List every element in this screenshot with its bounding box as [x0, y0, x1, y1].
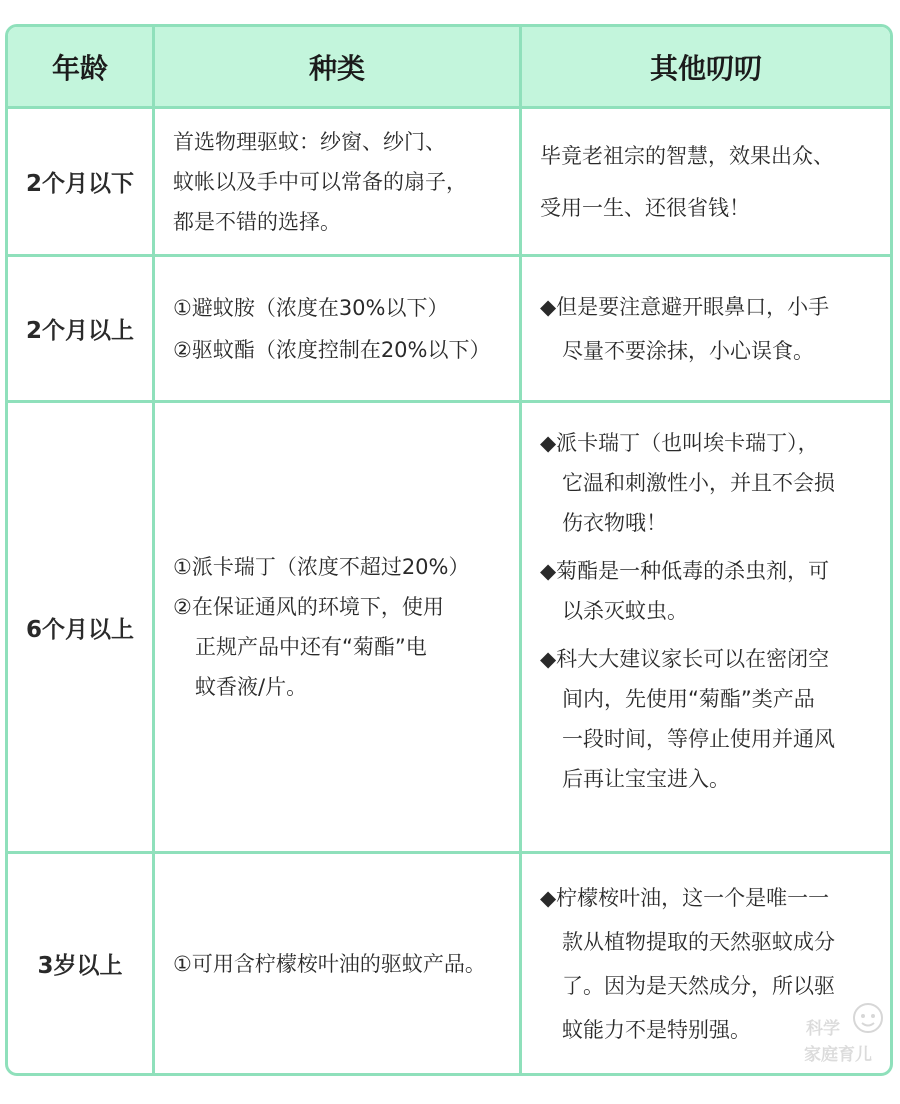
row-4-type [155, 854, 522, 1073]
row-4-note-line: 蚊能力不是特别强。 [562, 1018, 751, 1042]
spacer [540, 631, 876, 639]
row-3-note-line: 一段时间，等停止使用并通风 [562, 727, 835, 751]
row-1-type-line: 首选物理驱蚊：纱窗、纱门、 [173, 129, 446, 154]
row-3-note-line: ◆派卡瑞丁（也叫埃卡瑞丁）， [540, 431, 819, 455]
row-3-notes [522, 403, 890, 854]
row-1-note-line: 受用一生、还很省钱！ [540, 195, 750, 220]
row-2-notes [522, 257, 890, 403]
row-2-note-line: ◆但是要注意避开眼鼻口，小手 [540, 294, 830, 319]
row-1-type [155, 109, 522, 257]
row-3-note-line: ◆科大大建议家长可以在密闭空 [540, 647, 830, 671]
row-2-type [155, 257, 522, 403]
row-3-note-line: 间内，先使用“菊酯”类产品 [562, 687, 815, 711]
header-type: 种类 [155, 27, 522, 109]
row-1-notes [522, 109, 890, 257]
spacer [540, 543, 876, 551]
row-4-note-line: 了。因为是天然成分，所以驱 [562, 974, 835, 998]
row-3-type-line: ②在保证通风的环境下，使用 [173, 595, 444, 619]
row-3-type-line: 正规产品中还有“菊酯”电 [195, 635, 427, 659]
row-1-type-line: 都是不错的选择。 [173, 209, 341, 234]
row-3-note-line: 它温和刺激性小，并且不会损 [562, 471, 835, 495]
svg-text:家庭育儿: 家庭育儿 [804, 1045, 872, 1065]
row-1-type-line: 蚊帐以及手中可以常备的扇子， [173, 169, 467, 194]
row-1-note-line: 毕竟老祖宗的智慧，效果出众、 [540, 143, 834, 168]
row-2-note-line: 尽量不要涂抹，小心误食。 [562, 338, 814, 363]
row-3-note-line: ◆菊酯是一种低毒的杀虫剂，可 [540, 559, 830, 583]
svg-text:科学: 科学 [806, 1019, 840, 1039]
row-4-type-line: ①可用含柠檬桉叶油的驱蚊产品。 [173, 951, 486, 976]
header-notes: 其他叨叨 [522, 27, 890, 109]
table-grid [8, 27, 890, 1073]
row-3-age: 6个月以上 [8, 403, 155, 854]
header-age: 年龄 [8, 27, 155, 109]
row-4-note-line: ◆柠檬桉叶油，这一个是唯一一 [540, 886, 830, 910]
row-3-note-line: 以杀灭蚊虫。 [562, 599, 688, 623]
row-4-age: 3岁以上 [8, 854, 155, 1073]
row-3-type-line: 蚊香液/片。 [195, 675, 308, 699]
repellent-table [5, 24, 893, 1076]
watermark-logo [802, 1000, 888, 1070]
row-2-type-line: ①避蚊胺（浓度在30%以下） [173, 295, 449, 320]
row-3-type [155, 403, 522, 854]
row-3-note-line: 后再让宝宝进入。 [562, 767, 730, 791]
row-2-age: 2个月以上 [8, 257, 155, 403]
row-1-age: 2个月以下 [8, 109, 155, 257]
row-3-note-line: 伤衣物哦！ [562, 511, 667, 535]
row-4-note-line: 款从植物提取的天然驱蚊成分 [562, 930, 835, 954]
row-3-type-line: ①派卡瑞丁（浓度不超过20%） [173, 555, 470, 579]
row-2-type-line: ②驱蚊酯（浓度控制在20%以下） [173, 337, 491, 362]
